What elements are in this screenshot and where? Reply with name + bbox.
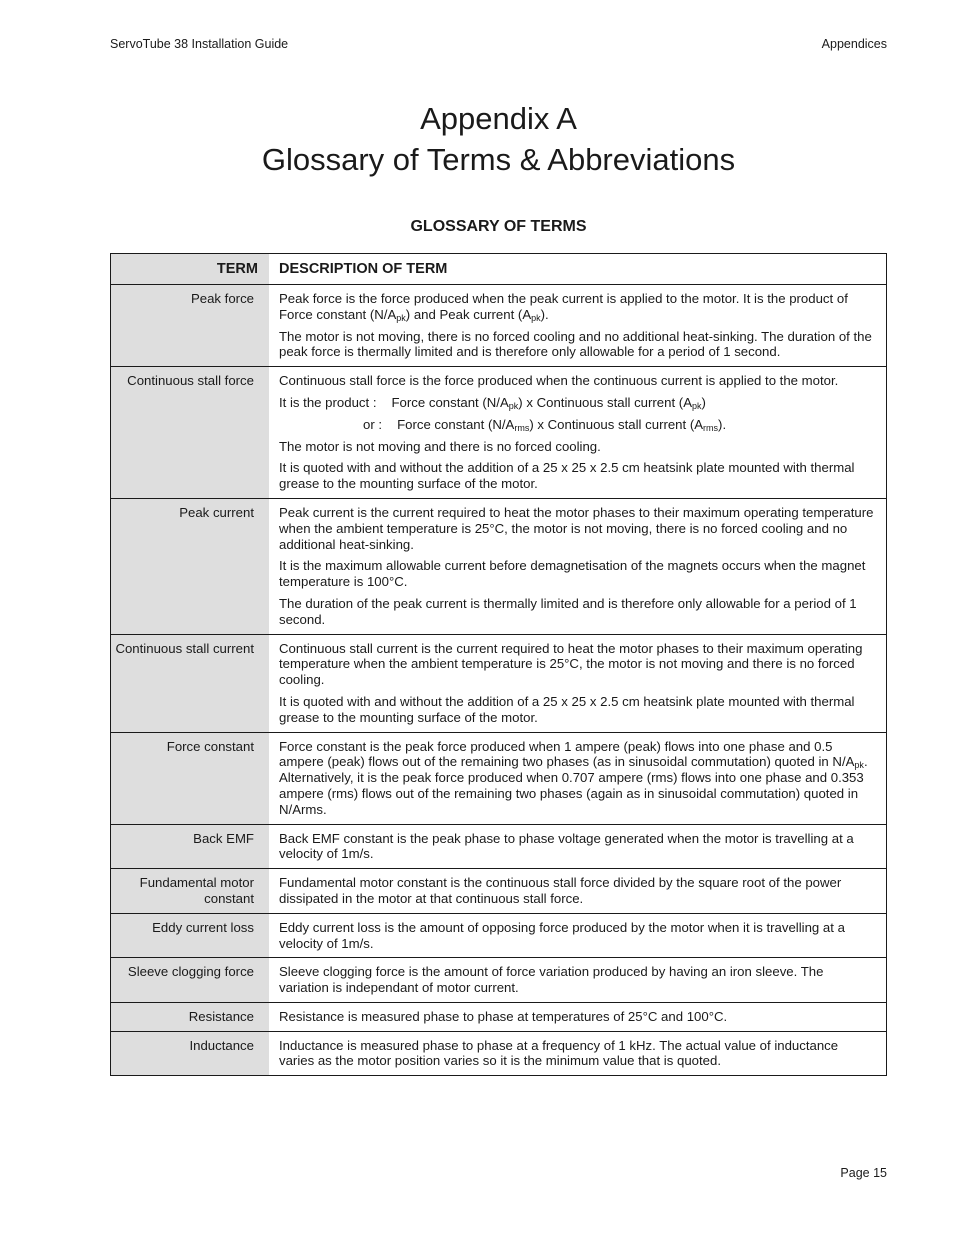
description-cell	[269, 367, 887, 499]
table-row	[111, 824, 887, 869]
description-paragraph: It is quoted with and without the addition of a 25 x 25 x 2.5 cm heatsink plate mounted with thermal grease to the mounting surface of the motor.	[279, 460, 855, 492]
product-formula-line: It is the product : Force constant $(N/A_{pk})$ x Continuous stall current $(A_{pk})$	[279, 394, 706, 411]
table-row	[111, 869, 887, 914]
description-paragraph: Sleeve clogging force is the amount of force variation produced by having an iron sleeve. The variation is independant of motor current.	[279, 964, 824, 996]
term-cell: Peak current	[111, 498, 270, 634]
glossary-table	[110, 253, 887, 1076]
term-cell: Force constant	[111, 732, 270, 824]
term-cell: Sleeve clogging force	[111, 958, 270, 1003]
description-paragraph: Peak force is the force produced when the peak current is applied to the motor. It is the product of Force constant $(N/A_{pk})$ and Peak current $(A_{pk})$.	[279, 291, 848, 323]
description-paragraph: The duration of the peak current is thermally limited and is therefore only allowable for a period of 1 second.	[279, 595, 857, 627]
term-cell: Inductance	[111, 1031, 270, 1076]
table-row	[111, 913, 887, 958]
description-cell	[269, 913, 887, 958]
page-title-line2: Glossary of Terms & Abbreviations	[261, 142, 736, 177]
table-row	[111, 1031, 887, 1076]
term-cell: Resistance	[111, 1002, 270, 1031]
description-cell	[269, 285, 887, 367]
table-row	[111, 958, 887, 1003]
table-row	[111, 1002, 887, 1031]
description-cell	[269, 1031, 887, 1076]
table-row	[111, 498, 887, 634]
description-paragraph: The motor is not moving, there is no forced cooling and no additional heat-sinking. The duration of the peak force is thermally limited and is therefore only allowable for a period of 1 second.	[279, 328, 872, 360]
running-header-section: Appendices	[821, 37, 887, 51]
term-cell: Peak force	[111, 285, 270, 367]
page-number: Page 15	[840, 1166, 887, 1180]
table-header-row	[111, 254, 887, 285]
description-cell	[269, 498, 887, 634]
description-paragraph: Continuous stall current is the current required to heat the motor phases to their maximum operating temperature when the ambient temperature is 25°C, the motor is not moving and there is no forced cooling.	[279, 640, 863, 688]
description-paragraph: Resistance is measured phase to phase at temperatures of 25°C and 100°C.	[279, 1008, 728, 1024]
term-cell: Continuous stall current	[111, 634, 270, 732]
description-paragraph: Inductance is measured phase to phase at a frequency of 1 kHz. The actual value of inductance varies as the motor position varies so it is the minimum value that is quoted.	[279, 1037, 839, 1069]
running-header-title: ServoTube 38 Installation Guide	[110, 37, 289, 51]
description-paragraph: Continuous stall force is the force produced when the continuous current is applied to the motor.	[279, 373, 839, 389]
description-paragraph: Fundamental motor constant is the continuous stall force divided by the square root of the power dissipated in the motor at that continuous stall force.	[279, 875, 842, 906]
term-cell: Fundamental motor constant	[111, 869, 270, 914]
section-title: GLOSSARY OF TERMS	[410, 218, 587, 235]
description-paragraph: Force constant is the peak force produced when 1 ampere (peak) flows into one phase and 0.5 ampere (peak) flows out of the remaining two phases (as in sinusoidal commutation) quoted in $N/A_{pk}$. Alternatively, it is the peak force produced when 0.707 ampere (rms) flows into one phase and 0.353 ampere (rms) flows out of the remaining two phases (again as in sinusoidal commutation) quoted in N/Arms.	[279, 738, 868, 817]
description-cell	[269, 958, 887, 1003]
description-cell	[269, 634, 887, 732]
term-cell: Eddy current loss	[111, 913, 270, 958]
description-cell	[269, 732, 887, 824]
description-paragraph: Peak current is the current required to heat the motor phases to their maximum operating temperature when the ambient temperature is 25°C, the motor is not moving, there is no forced cooling and no additional heat-sinking.	[279, 504, 874, 552]
page-title	[0, 98, 954, 180]
table-row	[111, 634, 887, 732]
table-row	[111, 285, 887, 367]
description-cell	[269, 869, 887, 914]
description-paragraph: The motor is not moving and there is no forced cooling.	[279, 438, 601, 454]
table-row	[111, 732, 887, 824]
description-paragraph: It is the maximum allowable current before demagnetisation of the magnets occurs when the magnet temperature is 100°C.	[279, 558, 866, 590]
description-paragraph: Eddy current loss is the amount of opposing force produced by the motor when it is travelling at a velocity of 1m/s.	[279, 919, 845, 951]
description-cell	[269, 824, 887, 869]
term-cell: Back EMF	[111, 824, 270, 869]
description-paragraph: It is quoted with and without the addition of a 25 x 25 x 2.5 cm heatsink plate mounted with thermal grease to the mounting surface of the motor.	[279, 693, 855, 725]
term-column-header: TERM	[111, 254, 270, 285]
description-paragraph: Back EMF constant is the peak phase to phase voltage generated when the motor is travelling at a velocity of 1m/s.	[279, 830, 854, 862]
term-cell: Continuous stall force	[111, 367, 270, 499]
description-cell	[269, 1002, 887, 1031]
description-column-header: DESCRIPTION OF TERM	[269, 254, 887, 285]
table-row	[111, 367, 887, 499]
product-formula-alt-line: or : Force constant $(N/A_{rms})$ x Continuous stall current $(A_{rms})$.	[363, 416, 727, 433]
page-title-line1: Appendix A	[420, 101, 577, 136]
